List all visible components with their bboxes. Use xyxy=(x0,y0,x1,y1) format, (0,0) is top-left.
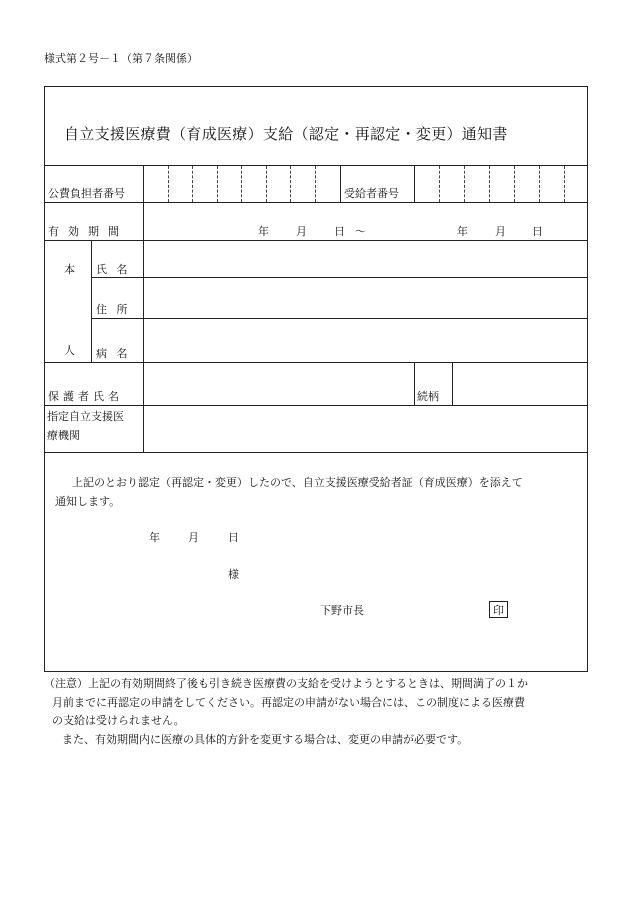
person-label-bottom: 人 xyxy=(64,344,75,357)
footnote-line2: 月前までに再認定の申請をしてください。再認定の申請がない場合には、この制度による医療費 xyxy=(52,696,525,709)
rule-recipient-right xyxy=(414,165,415,202)
form-number: 様式第２号－１（第７条関係） xyxy=(44,52,198,65)
validity-end-day: 日 xyxy=(532,225,543,238)
digit-divider xyxy=(489,166,490,202)
validity-tilde: ～ xyxy=(355,225,366,238)
validity-start-month: 月 xyxy=(296,225,307,238)
notice-date-day: 日 xyxy=(228,531,239,544)
rule-address-bottom xyxy=(91,318,588,319)
rule-number-bottom xyxy=(44,202,588,203)
digit-divider xyxy=(514,166,515,202)
digit-divider xyxy=(266,166,267,202)
institution-label-line2: 療機関 xyxy=(47,429,80,442)
disease-label: 病 名 xyxy=(96,347,131,360)
digit-divider xyxy=(217,166,218,202)
digit-divider xyxy=(464,166,465,202)
digit-divider xyxy=(168,166,169,202)
document-title: 自立支援医療費（育成医療）支給（認定・再認定・変更）通知書 xyxy=(64,125,508,143)
guardian-name-label: 保護者氏名 xyxy=(48,390,123,403)
rule-name-bottom xyxy=(91,277,588,278)
institution-label-line1: 指定自立支援医 xyxy=(47,410,124,423)
notice-date-year: 年 xyxy=(149,531,160,544)
form-frame xyxy=(44,86,588,672)
digit-divider xyxy=(439,166,440,202)
validity-start-year: 年 xyxy=(258,225,269,238)
honorific-sama: 様 xyxy=(228,568,239,581)
address-label: 住 所 xyxy=(96,303,131,316)
digit-divider xyxy=(290,166,291,202)
rule-label-column xyxy=(143,165,144,452)
rule-institution-bottom xyxy=(44,452,588,453)
rule-relationship-left xyxy=(414,362,415,405)
footnote-line4: また、有効期間内に医療の具体的方針を変更する場合は、変更の申請が必要です。 xyxy=(62,733,469,746)
relationship-label: 続柄 xyxy=(417,390,439,403)
rule-person-bottom xyxy=(44,362,588,363)
seal-text: 印 xyxy=(493,603,504,617)
footnote-line3: の支給は受けられません。 xyxy=(52,714,185,727)
name-label: 氏 名 xyxy=(96,263,131,276)
rule-person-column xyxy=(91,240,92,362)
rule-guardian-bottom xyxy=(44,405,588,406)
validity-end-year: 年 xyxy=(457,225,468,238)
digit-divider xyxy=(192,166,193,202)
notice-date-month: 月 xyxy=(188,531,199,544)
validity-end-month: 月 xyxy=(495,225,506,238)
digit-divider xyxy=(539,166,540,202)
rule-validity-bottom xyxy=(44,240,588,241)
issuer-mayor: 下野市長 xyxy=(320,604,364,617)
notice-line2: 通知します。 xyxy=(55,495,121,508)
digit-divider xyxy=(564,166,565,202)
rule-title-bottom xyxy=(44,165,588,166)
validity-start-day: 日 xyxy=(334,225,345,238)
person-label-top: 本 xyxy=(64,263,75,276)
seal-box xyxy=(489,601,508,618)
public-payer-number-label: 公費負担者番号 xyxy=(48,187,125,200)
digit-divider xyxy=(241,166,242,202)
rule-recipient-left xyxy=(340,165,341,202)
rule-relationship-right xyxy=(452,362,453,405)
recipient-number-label: 受給者番号 xyxy=(344,187,399,200)
validity-period-label: 有効期間 xyxy=(48,225,128,238)
footnote-line1: （注意）上記の有効期間終了後も引き続き医療費の支給を受けようとするときは、期間満了の１か xyxy=(44,677,528,690)
digit-divider xyxy=(315,166,316,202)
notice-line1: 上記のとおり認定（再認定・変更）したので、自立支援医療受給者証（育成医療）を添えて xyxy=(72,476,523,489)
